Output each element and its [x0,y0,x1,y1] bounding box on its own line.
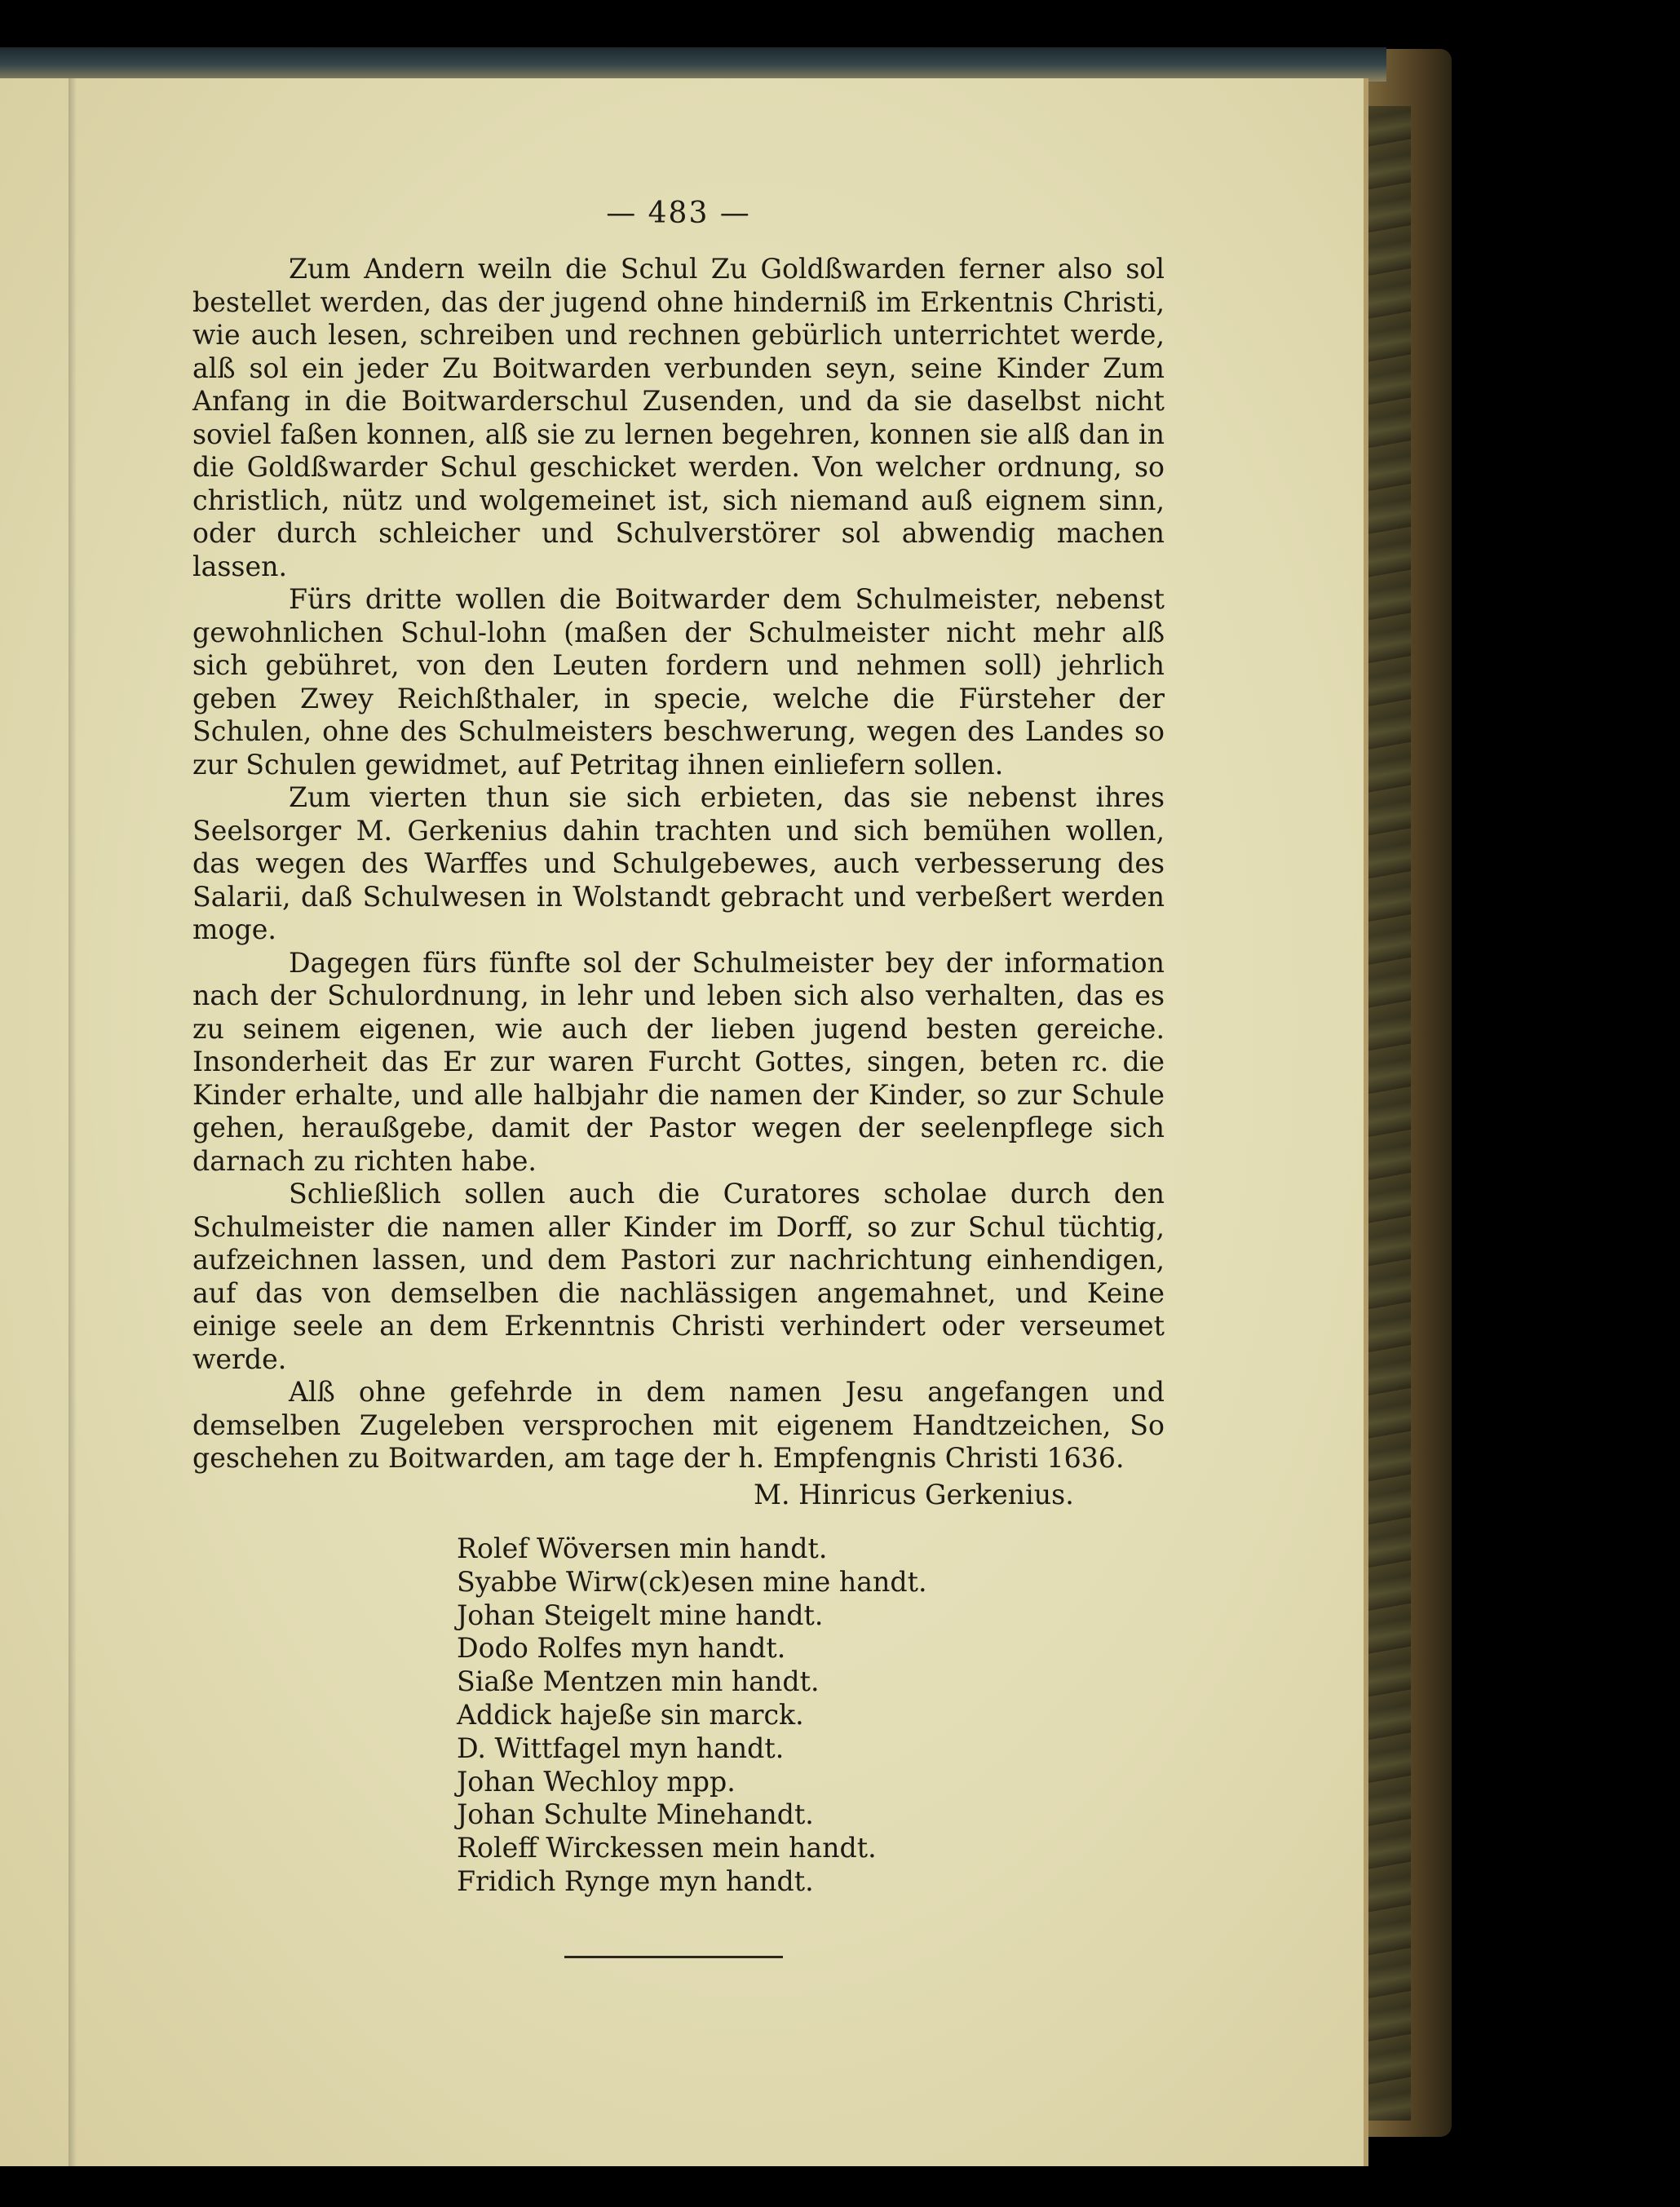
signatory-line: Rolef Wöversen min handt. [457,1533,828,1564]
signatory-line: Dodo Rolfes myn handt. [457,1632,786,1665]
author-signature: M. Hinricus Gerkenius. [754,1478,1074,1510]
page-top-edge [0,47,1386,82]
paragraph: Fürs dritte wollen die Boitwarder dem Schulmeister, nebenst gewohnlichen Schul-lohn (maßen der Schulmeister nicht mehr alß sich gebühret, von den Leuten fordern und nehmen soll) jehrlich geben Zwey Reichßthaler, in specie, welche die Fürsteher der Schulen, ohne des Schulmeisters beschwerung, wegen des Landes so zur Schulen gewidmet, auf Petritag ihnen einliefern sollen. [192,583,1165,781]
signatory-line: Johan Schulte Minehandt. [457,1798,814,1831]
paragraph: Dagegen fürs fünfte sol der Schulmeister bey der information nach der Schulordnung, in lehr und leben sich also verhalten, das es zu seinem eigenen, wie auch der lieben jugend besten gereiche. Insonderheit das Er zur waren Furcht Gottes, singen, beten rc. die Kinder erhalte, und alle halbjahr die namen der Kinder, so zur Schule gehen, heraußgebe, damit der Pastor wegen der seelenpflege sich darnach zu richten habe. [192,946,1165,1177]
paragraph: Zum vierten thun sie sich erbieten, das sie nebenst ihres Seelsorger M. Gerkenius dahin trachten und sich bemühen wollen, das wegen des Warffes und Schulgebewes, auch verbesserung des Salarii, daß Schulwesen in Wolstandt gebracht und verbeßert werden moge. [192,781,1165,945]
signatory-line: D. Wittfagel myn handt. [457,1732,785,1764]
page-content [192,196,1165,1958]
signatory-line: Roleff Wirckessen mein handt. [457,1832,877,1864]
signatory-line: Johan Wechloy mpp. [457,1765,736,1798]
paragraph: Alß ohne gefehrde in dem namen Jesu angefangen und demselben Zugeleben versprochen mit eigenem Handtzeichen, So geschehen zu Boitwarden, am tage der h. Empfengnis Christi 1636. [192,1376,1165,1474]
page-number: — 483 — [606,197,751,230]
signatory-line: Siaße Mentzen min handt. [457,1665,820,1698]
paragraph: Schließlich sollen auch die Curatores scholae durch den Schulmeister die namen aller Kinder im Dorff, so zur Schul tüchtig, aufzeichnen lassen, und dem Pastori zur nachrichtung einhendigen, auf das von demselben die nachlässigen angemahnet, und Keine einige seele an dem Erkenntnis Christi verhindert oder verseumet werde. [192,1178,1165,1375]
end-rule-divider [564,1956,783,1958]
signatory-line: Fridich Rynge myn handt. [457,1864,814,1897]
signatory-line: Johan Steigelt mine handt. [457,1599,824,1631]
signatory-line: Addick hajeße sin marck. [457,1698,804,1731]
signatory-line: Syabbe Wirw(ck)esen mine handt. [457,1565,927,1598]
page-gutter-shadow [69,78,77,2166]
signatory-list [192,1533,1165,1899]
paragraph: Zum Andern weiln die Schul Zu Goldßwarden ferner also sol bestellet werden, das der jugend ohne hinderniß im Erkentnis Christi, wie auch lesen, schreiben und rechnen gebürlich unterrichtet werde, alß sol ein jeder Zu Boitwarden verbunden seyn, seine Kinder Zum Anfang in die Boitwarderschul Zusenden, und da sie daselbst nicht soviel faßen konnen, alß sie zu lernen begehren, konnen sie alß dan in die Goldßwarder Schul geschicket werden. Von welcher ordnung, so christlich, nütz und wolgemeinet ist, sich niemand auß eignem sinn, oder durch schleicher und Schulverstörer sol abwendig machen lassen. [192,253,1165,582]
